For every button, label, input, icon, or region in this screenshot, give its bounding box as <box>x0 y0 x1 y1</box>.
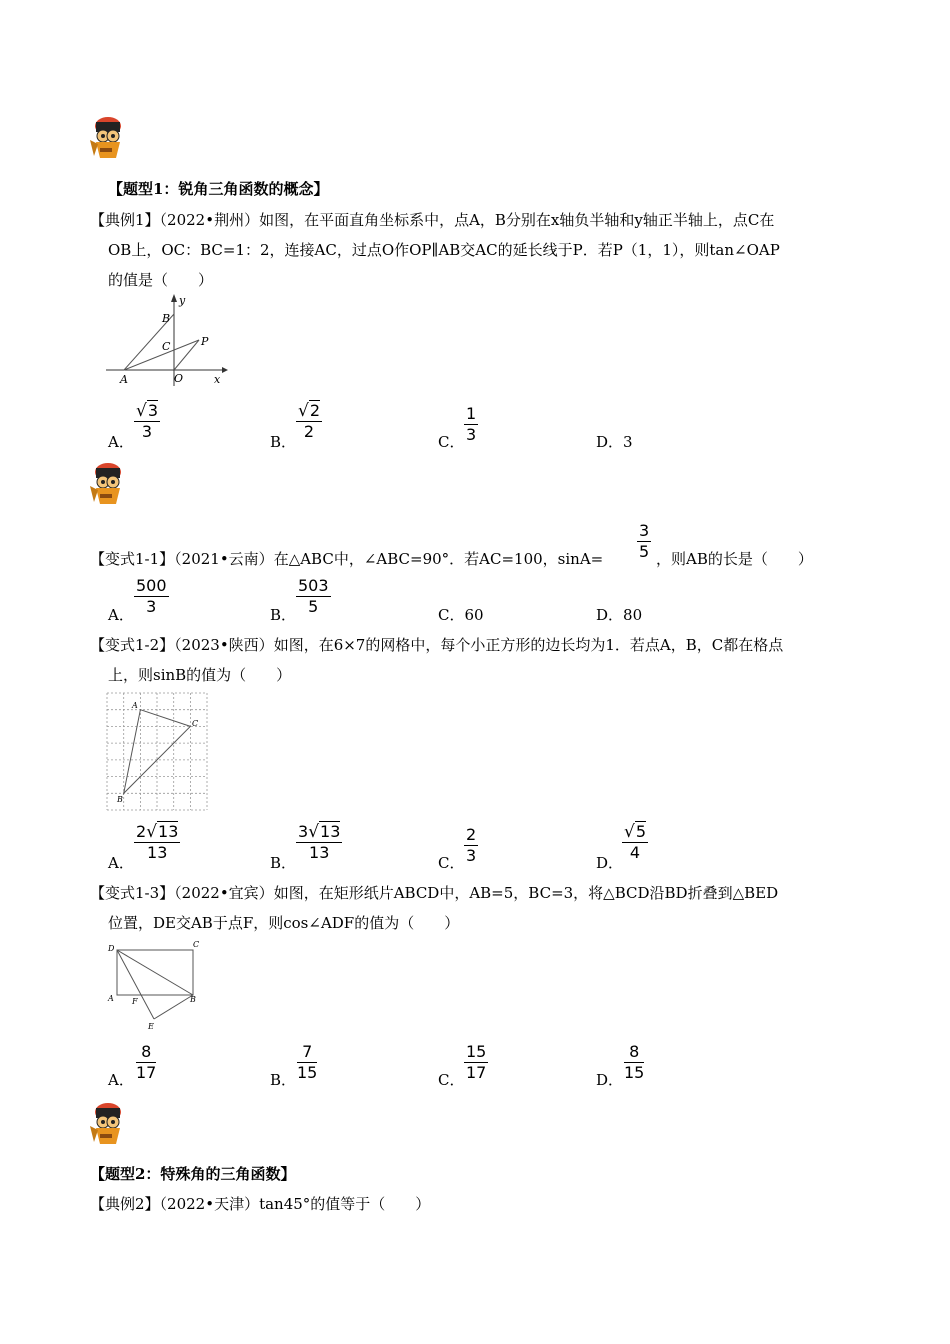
pencil-mascot-icon <box>86 1098 130 1148</box>
example1-line3: 的值是（ ） <box>108 271 214 289</box>
example2-line <box>90 1193 430 1214</box>
coordinate-figure <box>104 294 228 390</box>
variant3-text1: 如图，在矩形纸片ABCD中，AB=5，BC=3，将△BCD沿BD折叠到△BED <box>273 884 779 902</box>
v3-option-c-value[interactable]: $\frac{15}{17}$ <box>466 1042 487 1082</box>
variant2-line2: 上，则sinB的值为（ ） <box>108 666 292 684</box>
ex1-option-c-letter[interactable]: C． <box>438 433 465 451</box>
ex1-option-b-value[interactable]: $\frac{√2}{2}$ <box>298 401 321 441</box>
ex1-option-a-letter[interactable]: A． <box>108 433 134 451</box>
v3-option-d-letter[interactable]: D． <box>596 1071 624 1089</box>
variant2-text1: 如图，在6×7的网格中，每个小正方形的边长均为1．若点A，B，C都在格点 <box>273 636 784 654</box>
variant1-text-before: 在△ABC中，∠ABC=90°．若AC=100，sinA= <box>273 550 604 568</box>
variant2-source: （2023•陕西） <box>174 636 274 654</box>
v2-option-b-letter[interactable]: B． <box>270 854 297 872</box>
label-B: B <box>162 312 171 325</box>
v2-option-c-letter[interactable]: C． <box>438 854 465 872</box>
example1-line2: OB上，OC：BC=1：2，连接AC，过点O作OP∥AB交AC的延长线于P．若P（1，1），则tan∠OAP <box>108 241 780 259</box>
v3-option-c-letter[interactable]: C． <box>438 1071 465 1089</box>
pencil-mascot-icon <box>86 112 130 162</box>
example1-label: 【典例1】 <box>90 211 160 229</box>
v1-option-a-letter[interactable]: A． <box>108 606 134 624</box>
ex1-option-a-value[interactable]: $\frac{√3}{3}$ <box>136 401 159 441</box>
label-E: E <box>148 1022 154 1031</box>
variant3-label: 【变式1-3】 <box>90 884 175 902</box>
rectangle-fold-figure <box>104 938 206 1034</box>
label-C: C <box>162 340 171 353</box>
v2-option-b-value[interactable]: $\frac{3√13}{13}$ <box>298 822 341 862</box>
variant1-label: 【变式1-1】 <box>90 550 175 568</box>
label-A: A <box>132 701 138 710</box>
label-A: A <box>120 373 128 386</box>
variant3-line1 <box>90 882 778 903</box>
grid-figure <box>106 692 208 812</box>
v2-option-c-value[interactable]: $\frac{2}{3}$ <box>466 825 477 865</box>
v2-option-d-letter[interactable]: D． <box>596 854 624 872</box>
example1-text1: 如图，在平面直角坐标系中，点A，B分别在x轴负半轴和y轴正半轴上，点C在 <box>259 211 775 229</box>
label-P: P <box>201 335 209 348</box>
section2-heading: 【题型2：特殊角的三角函数】 <box>90 1165 296 1183</box>
v3-option-d-value[interactable]: $\frac{8}{15}$ <box>624 1042 645 1082</box>
variant3-line2: 位置，DE交AB于点F，则cos∠ADF的值为（ ） <box>108 914 460 932</box>
v3-option-a-letter[interactable]: A． <box>108 1071 134 1089</box>
label-x: x <box>214 373 221 386</box>
v1-option-c[interactable]: C．60 <box>438 606 484 624</box>
label-D: D <box>108 944 115 953</box>
v3-option-b-letter[interactable]: B． <box>270 1071 297 1089</box>
variant1-sin-fraction: $\frac{3}{5}$ <box>639 521 650 561</box>
v2-option-a-value[interactable]: $\frac{2√13}{13}$ <box>136 822 179 862</box>
label-O: O <box>174 372 184 385</box>
section1-heading: 【题型1：锐角三角函数的概念】 <box>108 180 329 198</box>
v1-option-a-value[interactable]: $\frac{500}{3}$ <box>136 576 167 616</box>
ex1-option-c-value[interactable]: $\frac{1}{3}$ <box>466 404 477 444</box>
v2-option-d-value[interactable]: $\frac{√5}{4}$ <box>624 822 647 862</box>
example2-text: tan45°的值等于（ ） <box>259 1195 431 1213</box>
example1-line1 <box>90 209 774 230</box>
pencil-mascot-icon <box>86 458 130 508</box>
v2-option-a-letter[interactable]: A． <box>108 854 134 872</box>
label-C: C <box>193 940 200 949</box>
v1-option-b-value[interactable]: $\frac{503}{5}$ <box>298 576 329 616</box>
label-C: C <box>192 719 199 728</box>
example2-source: （2022•天津） <box>159 1195 260 1213</box>
ex1-option-b-letter[interactable]: B． <box>270 433 297 451</box>
variant1-text-after: ，则AB的长是（ ） <box>656 550 813 568</box>
ex1-option-d[interactable]: D．3 <box>596 433 633 451</box>
variant1-line <box>90 548 603 569</box>
label-y: y <box>179 294 186 307</box>
example1-source: （2022•荆州） <box>159 211 260 229</box>
v3-option-b-value[interactable]: $\frac{7}{15}$ <box>297 1042 318 1082</box>
v1-option-b-letter[interactable]: B． <box>270 606 297 624</box>
label-B: B <box>190 995 196 1004</box>
label-B: B <box>117 795 123 804</box>
variant1-source: （2021•云南） <box>174 550 274 568</box>
v1-option-d[interactable]: D．80 <box>596 606 643 624</box>
variant2-line1 <box>90 634 783 655</box>
example2-label: 【典例2】 <box>90 1195 160 1213</box>
variant2-label: 【变式1-2】 <box>90 636 175 654</box>
label-F: F <box>132 997 138 1006</box>
label-A: A <box>108 994 114 1003</box>
v3-option-a-value[interactable]: $\frac{8}{17}$ <box>136 1042 157 1082</box>
variant3-source: （2022•宜宾） <box>174 884 274 902</box>
